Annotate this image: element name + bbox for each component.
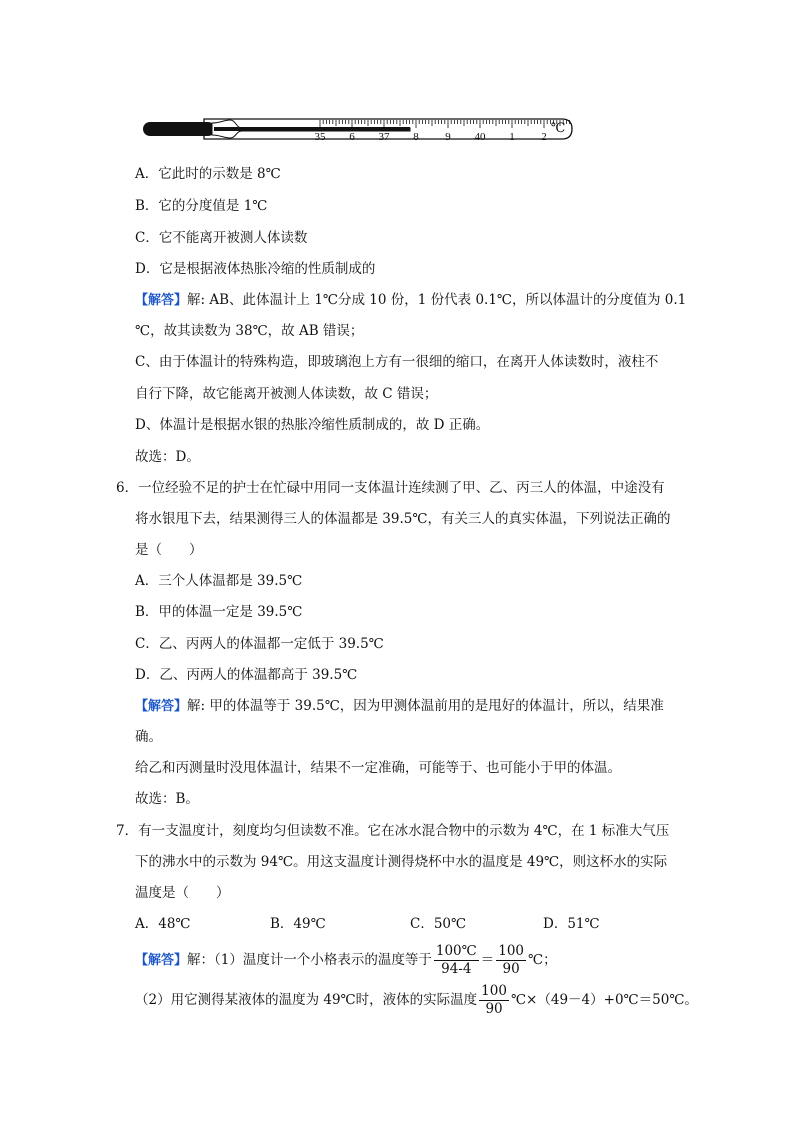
q6-answer-line-3: 给乙和丙测量时没甩体温计，结果不一定准确，可能等于、也可能小于甲的体温。 <box>135 760 621 776</box>
thermometer-bulb <box>143 122 215 136</box>
thermometer-figure <box>140 112 576 146</box>
q5-answer-line-1 <box>135 290 686 311</box>
q7-option-c: C．50℃ <box>410 916 467 932</box>
fraction-1-numerator: 100℃ <box>435 943 477 959</box>
q6-stem-line-1: 6．一位经验不足的护士在忙碌中用同一支体温计连续测了甲、乙、丙三人的体温，中途没有 <box>116 480 665 496</box>
q7-answer-text-2: （2）用它测得某液体的温度为 49℃时，液体的实际温度 <box>135 992 478 1008</box>
q7-option-b: B．49℃ <box>270 916 326 932</box>
q5-option-d: D．它是根据液体热胀冷缩的性质制成的 <box>135 261 376 277</box>
q7-stem-line-2: 下的沸水中的示数为 94℃。用这支温度计测得烧杯中水的温度是 49℃，则这杯水的实际 <box>135 854 668 870</box>
q6-answer-line-1 <box>135 696 664 717</box>
answer-tag: 【解答】 <box>135 293 188 308</box>
q7-answer-line-2 <box>135 982 698 1018</box>
q6-stem-line-2: 将水银甩下去，结果测得三人的体温都是 39.5℃，有关三人的真实体温，下列说法正确的 <box>135 511 671 527</box>
scale-label: 40 <box>474 131 486 143</box>
scale-label: 8 <box>413 131 419 143</box>
q7-answer-unit: ℃； <box>528 952 557 968</box>
q6-option-a: A．三个人体温都是 39.5℃ <box>135 573 303 589</box>
fraction-3-numerator: 100 <box>481 983 507 999</box>
unit-label: ℃ <box>550 120 566 135</box>
q5-option-b: B．它的分度值是 1℃ <box>135 198 268 214</box>
fraction-2-denominator: 90 <box>502 961 520 977</box>
scale-label: 37 <box>378 131 390 143</box>
fraction-3 <box>479 983 509 1018</box>
q6-answer-line-2: 确。 <box>135 729 162 745</box>
scale-label: 9 <box>445 131 451 143</box>
q6-choice: 故选：B。 <box>135 791 199 807</box>
equals-sign: ＝ <box>480 952 495 968</box>
q7-answer-result: ℃×（49－4）+0℃＝50℃。 <box>510 992 698 1008</box>
scale-labels <box>315 131 547 143</box>
q5-answer-text-1: 解: AB、此体温计上 1℃分成 10 份，1 份代表 0.1℃，所以体温计的分度值为 0.1 <box>187 292 687 308</box>
scale-label: 6 <box>349 131 355 143</box>
q7-answer-line-1 <box>135 942 557 979</box>
fraction-2 <box>496 943 526 978</box>
q5-option-c: C．它不能离开被测人体读数 <box>135 230 308 246</box>
fraction-3-denominator: 90 <box>485 1001 503 1017</box>
q7-stem-line-3: 温度是（ ） <box>135 885 230 901</box>
q7-stem-line-1: 7．有一支温度计，刻度均匀但读数不准。它在冰水混合物中的示数为 4℃，在 1 标准大气压 <box>116 823 670 839</box>
fraction-2-numerator: 100 <box>498 943 525 959</box>
q6-answer-text-1: 解: 甲的体温等于 39.5℃，因为甲测体温前用的是甩好的体温计，所以，结果准 <box>187 698 664 714</box>
q7-option-d: D．51℃ <box>543 916 600 932</box>
q5-answer-line-5: D、体温计是根据水银的热胀冷缩性质制成的，故 D 正确。 <box>135 417 490 433</box>
q5-answer-line-4: 自行下降，故它能离开被测人体读数，故 C 错误； <box>135 386 438 402</box>
scale-label: 2 <box>541 131 547 143</box>
q6-option-d: D．乙、丙两人的体温都高于 39.5℃ <box>135 667 358 683</box>
q5-option-a: A．它此时的示数是 8℃ <box>135 166 281 182</box>
fraction-1 <box>434 943 479 978</box>
scale-label: 1 <box>509 131 515 143</box>
q6-stem-line-3: 是（ ） <box>135 542 203 558</box>
fraction-1-denominator: 94-4 <box>441 961 472 977</box>
answer-tag: 【解答】 <box>135 699 188 714</box>
q6-option-c: C．乙、丙两人的体温都一定低于 39.5℃ <box>135 636 384 652</box>
scale-label: 35 <box>314 131 326 143</box>
q7-answer-text-1: 解：（1）温度计一个小格表示的温度等于 <box>187 952 432 968</box>
q7-option-a: A．48℃ <box>135 916 191 932</box>
q5-choice: 故选：D。 <box>135 449 200 465</box>
answer-tag: 【解答】 <box>135 953 188 968</box>
scale-ticks <box>320 120 570 128</box>
q5-answer-line-3: C、由于体温计的特殊构造，即玻璃泡上方有一很细的缩口，在离开人体读数时，液柱不 <box>135 354 659 370</box>
q6-option-b: B．甲的体温一定是 39.5℃ <box>135 604 303 620</box>
q5-answer-line-2: ℃，故其读数为 38℃，故 AB 错误； <box>135 323 364 339</box>
